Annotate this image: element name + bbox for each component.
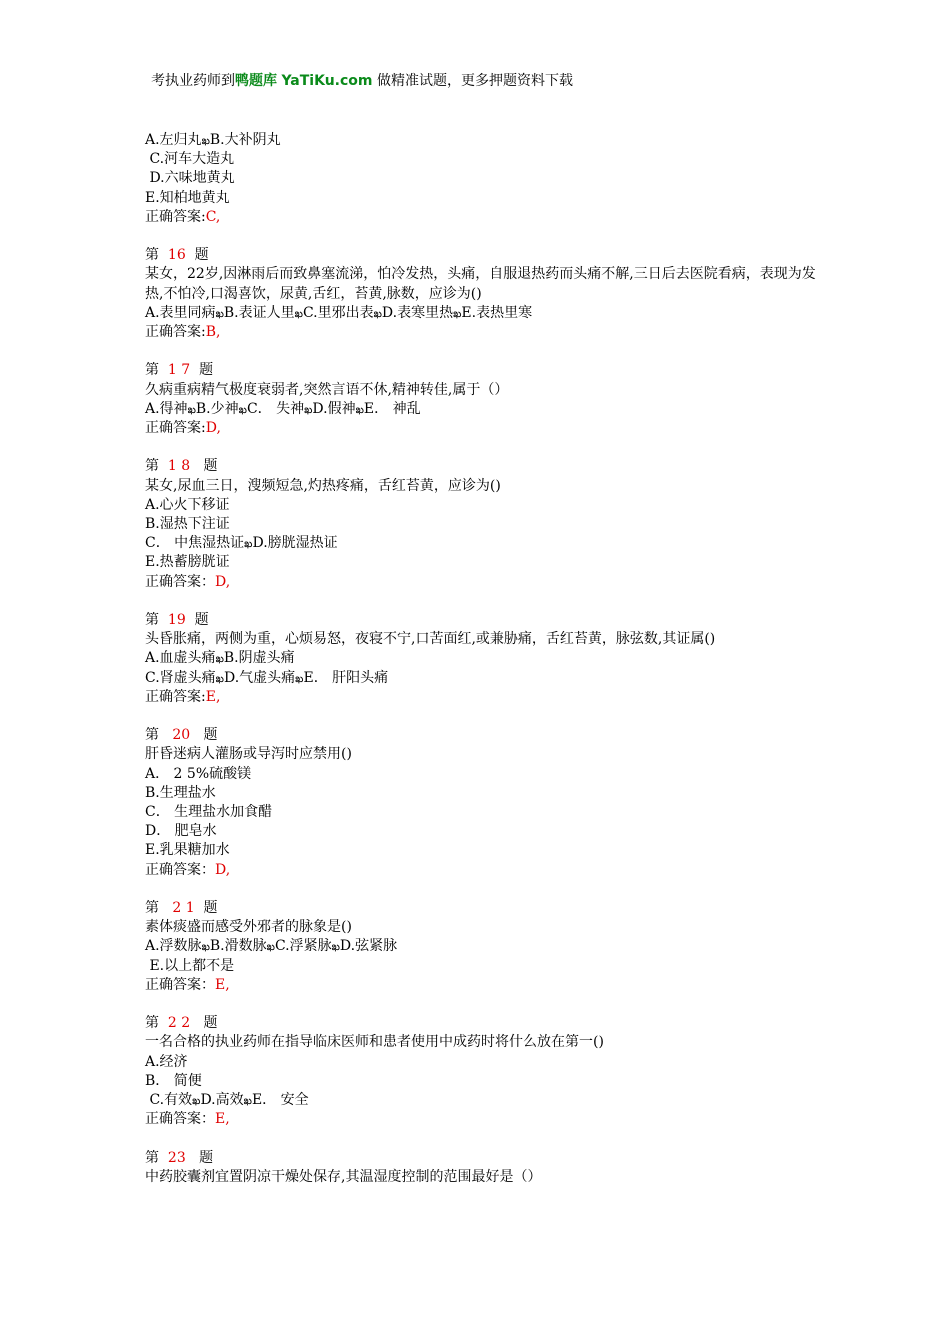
question-heading-post: 题 xyxy=(199,1149,214,1166)
option-a: A.浮数脉 xyxy=(145,938,202,955)
option-b: B.少神 xyxy=(195,400,239,417)
answer-label: 正确答案: xyxy=(145,324,206,341)
option-e: E． 安全 xyxy=(251,1092,309,1109)
question-heading-pre: 第 xyxy=(145,247,159,264)
separator-icon: ఖ xyxy=(238,402,247,416)
header-brand[interactable]: 鸭题库 xyxy=(235,73,277,89)
answer-label: 正确答案: xyxy=(145,208,206,225)
question-heading-pre: 第 xyxy=(145,362,159,379)
page-header xyxy=(151,71,573,91)
answer-value: D, xyxy=(205,420,221,437)
option-a: A.得神 xyxy=(145,400,188,417)
option-b: B.湿热下注证 xyxy=(145,516,230,533)
option-b: B.阴虚头痛 xyxy=(223,650,295,667)
option-d: D.假神 xyxy=(312,400,356,417)
separator-icon: ఖ xyxy=(266,940,275,954)
question-heading-pre: 第 xyxy=(145,612,159,629)
option-c: C.有效 xyxy=(145,1092,193,1109)
question-heading-post: 题 xyxy=(199,362,214,379)
separator-icon: ఖ xyxy=(453,306,462,320)
answer-label: 正确答案: xyxy=(145,420,206,437)
separator-icon: ఖ xyxy=(294,306,303,320)
question-number: 1 8 xyxy=(167,458,191,475)
separator-icon: ఖ xyxy=(187,402,196,416)
separator-icon: ఖ xyxy=(215,671,224,685)
question-heading xyxy=(145,361,825,380)
question-stem: 久病重病精气极度衰弱者,突然言语不休,精神转佳,属于（） xyxy=(145,381,509,398)
answer-line xyxy=(145,208,825,227)
question-heading-pre: 第 xyxy=(145,458,159,475)
option-a: A． 2 5%硫酸镁 xyxy=(145,765,252,782)
question-heading xyxy=(145,726,825,745)
option-a: A.经济 xyxy=(145,1053,188,1070)
question-heading-post: 题 xyxy=(203,727,218,744)
question-number: 19 xyxy=(167,612,186,629)
answer-line xyxy=(145,573,825,592)
option-b: B.滑数脉 xyxy=(209,938,267,955)
separator-icon: ఖ xyxy=(295,671,304,685)
option-line xyxy=(145,669,825,688)
question-heading xyxy=(145,1149,825,1168)
question-heading xyxy=(145,1014,825,1033)
question-number: 23 xyxy=(167,1149,186,1166)
option-e: E.乳果糖加水 xyxy=(145,842,230,859)
question-stem: 中药胶囊剂宜置阴凉干燥处保存,其温湿度控制的范围最好是（） xyxy=(145,1168,542,1185)
question-heading xyxy=(145,611,825,630)
answer-label: 正确答案： xyxy=(145,861,215,878)
separator-icon: ఖ xyxy=(215,652,224,666)
answer-label: 正确答案： xyxy=(145,1111,215,1128)
option-line xyxy=(145,400,825,419)
separator-icon: ఖ xyxy=(201,940,210,954)
question-number: 1 7 xyxy=(167,362,191,379)
answer-line xyxy=(145,861,825,880)
separator-icon: ఖ xyxy=(215,306,224,320)
option-b: B.生理盐水 xyxy=(145,784,216,801)
answer-value: D, xyxy=(215,861,231,878)
option-e: E.热蓄膀胱证 xyxy=(145,554,230,571)
question-heading-post: 题 xyxy=(203,1015,218,1032)
option-line xyxy=(145,131,825,150)
separator-icon: ఖ xyxy=(373,306,382,320)
question-heading xyxy=(145,899,825,918)
option-a: A.血虚头痛 xyxy=(145,650,216,667)
question-heading-post: 题 xyxy=(203,458,218,475)
answer-line xyxy=(145,688,825,707)
option-d: D.表寒里热 xyxy=(381,304,454,321)
question-stem: 头昏胀痛，两侧为重，心烦易怒，夜寝不宁,口苦面红,或兼胁痛，舌红苔黄，脉弦数,其证属() xyxy=(145,631,716,648)
option-a: A.左归丸 xyxy=(145,132,202,148)
question-stem: 肝昏迷病人灌肠或导泻时应禁用() xyxy=(145,746,352,763)
option-a: A.心火下移证 xyxy=(145,496,230,513)
option-d: D.高效 xyxy=(200,1092,244,1109)
question-stem: 某女,尿血三日，溲频短急,灼热疼痛，舌红苔黄，应诊为() xyxy=(145,477,501,494)
option-c: C． 失神 xyxy=(246,400,305,417)
answer-value: E, xyxy=(205,688,221,705)
option-a: A.表里同病 xyxy=(145,304,216,321)
option-d: D.六味地黄丸 xyxy=(145,170,235,187)
option-b: B.表证人里 xyxy=(223,304,295,321)
option-c: C． 生理盐水加食醋 xyxy=(145,804,273,821)
separator-icon: ఖ xyxy=(355,402,364,416)
question-heading-post: 题 xyxy=(194,612,209,629)
question-heading-post: 题 xyxy=(194,247,209,264)
option-c: C.肾虚头痛 xyxy=(145,669,216,686)
option-c: C.河车大造丸 xyxy=(145,151,235,168)
question-number: 20 xyxy=(172,727,191,744)
answer-line xyxy=(145,419,825,438)
question-heading-pre: 第 xyxy=(145,727,159,744)
answer-line xyxy=(145,323,825,342)
answer-value: E, xyxy=(215,976,230,993)
option-line xyxy=(145,1091,825,1110)
question-heading-pre: 第 xyxy=(145,1149,159,1166)
separator-icon: ఖ xyxy=(243,1094,252,1108)
question-number: 16 xyxy=(167,247,186,264)
answer-value: D, xyxy=(215,573,231,590)
option-c: C.浮紧脉 xyxy=(274,938,332,955)
option-c: C.里邪出表 xyxy=(302,304,374,321)
question-number: 2 1 xyxy=(172,900,195,917)
answer-label: 正确答案: xyxy=(145,688,206,705)
question-number: 2 2 xyxy=(167,1015,191,1032)
answer-label: 正确答案： xyxy=(145,573,215,590)
header-site-link[interactable]: YaTiKu.com xyxy=(281,73,373,89)
option-c: C． 中焦湿热证 xyxy=(145,535,245,552)
separator-icon: ఖ xyxy=(304,402,313,416)
option-e: E.表热里寒 xyxy=(461,304,533,321)
option-line xyxy=(145,649,825,668)
separator-icon: ఖ xyxy=(201,134,210,147)
answer-value: C, xyxy=(205,208,221,225)
option-e: E.知柏地黄丸 xyxy=(145,189,230,206)
separator-icon: ఖ xyxy=(244,537,253,551)
question-heading xyxy=(145,457,825,476)
question-heading xyxy=(145,246,825,265)
option-b: B． 简便 xyxy=(145,1072,202,1089)
header-suffix: 做精准试题，更多押题资料下载 xyxy=(376,73,573,89)
question-stem: 素体痰盛而感受外邪者的脉象是() xyxy=(145,919,352,936)
option-d: D． 肥皂水 xyxy=(145,823,217,840)
separator-icon: ఖ xyxy=(331,940,340,954)
option-e: E.以上都不是 xyxy=(145,957,235,974)
option-d: D.气虚头痛 xyxy=(223,669,296,686)
option-b: B.大补阴丸 xyxy=(209,132,281,148)
separator-icon: ఖ xyxy=(192,1094,201,1108)
question-stem: 一名合格的执业药师在指导临床医师和患者使用中成药时将什么放在第一() xyxy=(145,1034,604,1051)
answer-label: 正确答案： xyxy=(145,976,215,993)
question-stem: 某女，22岁,因淋雨后而致鼻塞流涕，怕冷发热，头痛，自服退热药而头痛不解,三日后去医院看病，表现为发热,不怕冷,口渴喜饮，尿黄,舌红，苔黄,脉数，应诊为() xyxy=(145,266,816,302)
option-line xyxy=(145,534,825,553)
question-heading-post: 题 xyxy=(203,900,218,917)
answer-line xyxy=(145,1110,825,1129)
option-e: E． 肝阳头痛 xyxy=(303,669,389,686)
header-prefix: 考执业药师到 xyxy=(151,73,235,89)
question-heading-pre: 第 xyxy=(145,900,159,917)
answer-value: E, xyxy=(215,1111,230,1128)
question-list xyxy=(145,131,825,1187)
question-heading-pre: 第 xyxy=(145,1015,159,1032)
option-d: D.弦紧脉 xyxy=(339,938,398,955)
answer-line xyxy=(145,976,825,995)
answer-value: B, xyxy=(205,324,221,341)
option-line xyxy=(145,937,825,956)
option-d: D.膀胱湿热证 xyxy=(252,535,338,552)
option-line xyxy=(145,304,825,323)
option-e: E． 神乱 xyxy=(363,400,421,417)
